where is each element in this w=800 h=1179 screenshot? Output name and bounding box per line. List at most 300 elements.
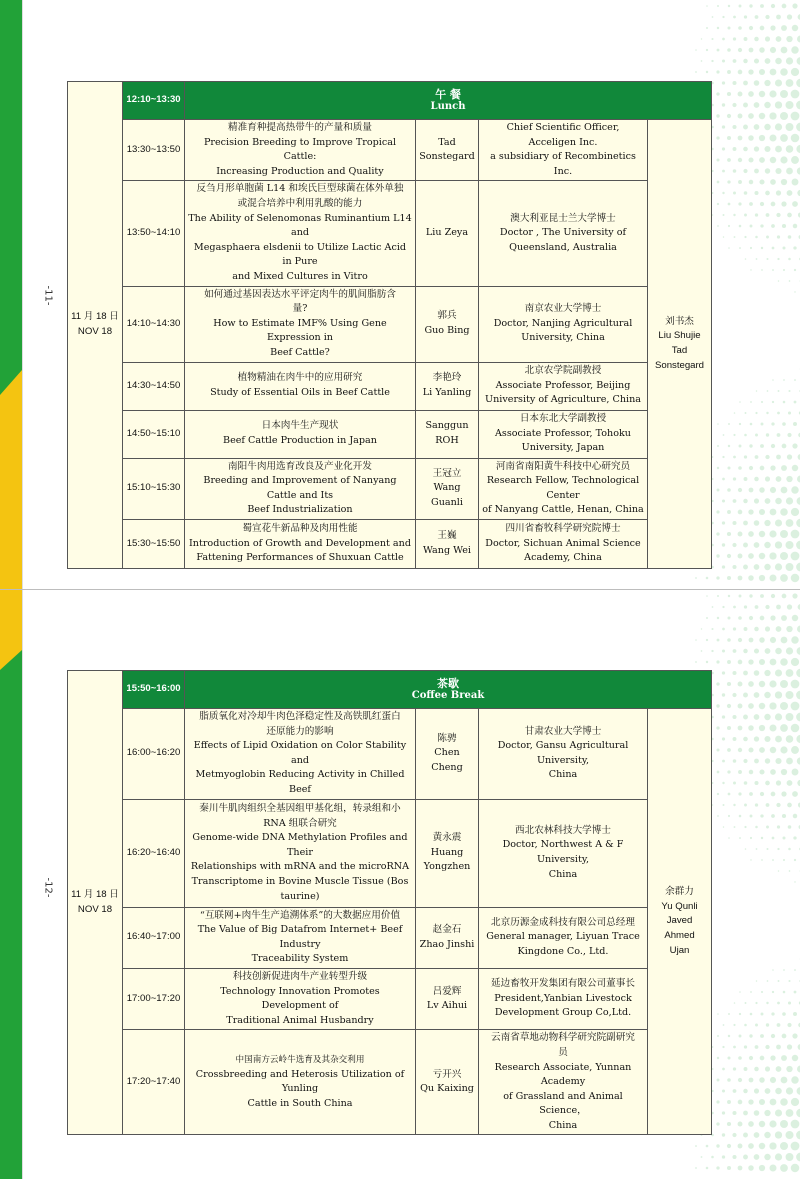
decorative-dot [739,247,741,249]
decorative-dot [754,542,760,548]
decorative-dot [766,848,768,850]
decorative-dot [759,1077,765,1083]
decorative-dot [722,565,725,568]
lunch-break-row [68,82,712,120]
decorative-dot [796,79,800,88]
decorative-dot [743,125,748,130]
decorative-dot [781,637,788,644]
decorative-dot [754,1110,760,1116]
decorative-dot [783,859,785,861]
decorative-dot [748,1165,754,1171]
decorative-dot [733,649,737,653]
decorative-dot [706,49,708,51]
decorative-dot [750,401,752,403]
decorative-dot [744,191,748,195]
session-speaker: 赵金石 Zhao Jinshi [416,907,479,968]
decorative-dot [755,213,758,216]
decorative-dot [744,236,746,238]
decorative-dot [711,1156,714,1159]
decorative-dot [791,134,800,143]
decorative-dot [760,224,763,227]
decorative-dot [754,191,758,195]
decorative-dot [796,123,800,132]
decorative-dot [760,594,764,598]
decorative-dot [770,659,777,666]
decorative-dot [782,4,787,9]
decorative-dot [765,498,771,504]
decorative-dot [764,146,770,152]
decorative-dot [744,434,747,437]
decorative-dot [791,724,800,733]
decorative-dot [738,158,742,162]
decorative-dot [764,736,770,742]
decorative-dot [748,747,753,752]
decorative-dot [706,27,708,29]
decorative-dot [786,669,794,677]
decorative-dot [754,58,759,63]
decorative-dot [738,532,743,537]
decorative-dot [722,521,725,524]
decorative-dot [749,466,753,470]
decorative-dot [701,628,702,629]
decorative-dot [786,713,794,721]
decorative-dot [738,638,742,642]
session-title: 反刍月形单胞菌 L14 和埃氏巨型球菌在体外单独 或混合培养中利用乳酸的能力 The Ability of Selenomonas Ruminantium L14 and Megasphaera elsdenii to Utilize Lactic Acid in Pure and Mixed Cultures in Vitro [185,181,416,286]
decorative-dot [759,91,765,97]
session-speaker: 李艳玲 Li Yanling [416,362,479,410]
speaker-affiliation: 云南省草地动物科学研究院副研究 员 Research Associate, Yunnan Academy of Grassland and Animal Science， China [479,1030,648,1135]
decorative-dot [776,476,782,482]
session-time: 15:30~15:50 [123,519,185,568]
decorative-dot [782,422,786,426]
decorative-dot [776,1066,782,1072]
decorative-dot [776,15,781,20]
decorative-dot [750,1013,753,1016]
decorative-dot [755,1045,759,1049]
decorative-dot [722,456,724,458]
decorative-dot [722,606,724,608]
decorative-dot [777,412,780,415]
decorative-dot [748,509,753,514]
decorative-dot [750,991,752,993]
decorative-dot [733,214,735,216]
decorative-dot [722,147,725,150]
decorative-dot [786,79,794,87]
decorative-dot [776,780,781,785]
decorative-dot [788,825,792,829]
decorative-dot [727,1166,731,1170]
session-speaker: 王冠立 Wang Guanli [416,458,479,519]
decorative-dot [738,1078,742,1082]
decorative-dot [748,531,754,537]
decorative-dot [772,991,774,993]
speaker-affiliation: 西北农林科技大学博士 Doctor, Northwest A & F University, China [479,799,648,907]
decorative-dot [787,433,791,437]
decorative-dot [786,1109,794,1117]
session-speaker: Sanggun ROH [416,410,479,458]
decorative-dot [745,848,747,850]
decorative-dot [755,605,759,609]
decorative-dot [783,269,785,271]
decorative-dot [728,837,730,839]
decorative-dot [766,1002,768,1004]
decorative-dot [794,401,797,404]
decorative-dot [716,660,719,663]
decorative-dot [782,814,786,818]
decorative-dot [786,476,792,482]
decorative-dot [786,758,793,765]
decorative-dot [781,47,788,54]
decorative-dot [744,826,746,828]
decorative-dot [783,991,786,994]
decorative-dot [727,1056,730,1059]
decorative-dot [732,1111,736,1115]
decorative-dot [786,168,793,175]
decorative-dot [796,145,800,153]
decorative-dot [748,703,754,709]
decorative-dot [765,455,769,459]
decorative-dot [722,1111,725,1114]
decorative-dot [722,1133,725,1136]
decorative-dot [765,15,769,19]
session-time: 14:10~14:30 [123,286,185,362]
decorative-dot [778,980,780,982]
decorative-dot [749,180,753,184]
decorative-dot [754,759,759,764]
decorative-dot [754,1132,760,1138]
decorative-dot [772,269,774,271]
decorative-dot [733,434,735,436]
decorative-dot [754,169,759,174]
decorative-dot [775,1109,782,1116]
decorative-dot [770,465,775,470]
decorative-dot [787,1023,791,1027]
decorative-dot [716,136,719,139]
decorative-dot [728,203,731,206]
decorative-dot [780,680,788,688]
decorative-dot [786,497,793,504]
decorative-dot [716,70,719,73]
decorative-dot [788,411,791,414]
break-time: 15:50~16:00 [123,671,185,709]
decorative-dot [775,758,781,764]
decorative-dot [775,101,782,108]
session-time: 17:20~17:40 [123,1030,185,1135]
decorative-dot [770,1077,776,1083]
decorative-dot [780,1120,788,1128]
decorative-dot [722,543,725,546]
decorative-dot [759,69,765,75]
decorative-dot [761,859,763,861]
decorative-dot [695,639,697,641]
decorative-dot [769,1164,776,1171]
decorative-dot [772,247,775,250]
decorative-dot [780,508,788,516]
decorative-dot [769,1142,776,1149]
decorative-dot [769,134,776,141]
decorative-dot [783,401,786,404]
decorative-dot [727,136,731,140]
decorative-dot [792,465,798,471]
decorative-dot [711,628,713,630]
decorative-dot [764,520,770,526]
decorative-dot [749,1078,754,1083]
decorative-dot [754,1154,760,1160]
decorative-dot [727,70,731,74]
decorative-dot [765,168,770,173]
decorative-dot [754,1067,759,1072]
decorative-dot [781,487,788,494]
decorative-dot [711,60,713,62]
decorative-dot [796,735,800,743]
decorative-dot [706,1145,709,1148]
decorative-dot [727,92,731,96]
session-row [68,519,712,568]
program-page-11 [0,0,800,589]
decorative-dot [765,1066,770,1071]
decorative-dot [787,190,793,196]
decorative-dot [785,541,793,549]
decorative-dot [777,258,779,260]
session-title: 蜀宣花牛新品种及肉用性能 Introduction of Growth and Development and Fattening Performances of Shuxuan Cattle [185,519,416,568]
decorative-dot [792,25,798,31]
session-title: 如何通过基因表达水平评定肉牛的肌间脂肪含 量? How to Estimate IMF% Using Gene Expression in Beef Cattle? [185,286,416,362]
decorative-dot [716,748,719,751]
decorative-dot [777,1002,780,1005]
decorative-dot [769,530,776,537]
decorative-dot [712,606,714,608]
decorative-dot [791,156,799,164]
decorative-dot [717,49,720,52]
decorative-dot [771,444,775,448]
decorative-dot [733,169,737,173]
schedule-table [67,670,712,1135]
decorative-dot [777,433,781,437]
decorative-dot [775,498,782,505]
decorative-dot [722,170,725,173]
decorative-dot [717,1035,719,1037]
decorative-dot [796,563,800,572]
decorative-dot [722,16,724,18]
decorative-dot [793,224,798,229]
decorative-dot [782,1034,787,1039]
decorative-dot [780,156,787,163]
decorative-dot [727,1122,731,1126]
decorative-dot [770,69,777,76]
break-title: 午 餐 Lunch [185,82,712,120]
decorative-dot [728,595,730,597]
decorative-dot [744,804,747,807]
decorative-dot [733,16,736,19]
program-page-12 [0,590,800,1179]
decorative-dot [750,815,753,818]
decorative-dot [765,648,771,654]
decorative-dot [760,1034,764,1038]
decorative-dot [775,736,782,743]
decorative-dot [733,804,735,806]
decorative-dot [775,58,782,65]
decorative-dot [792,3,797,8]
decorative-dot [755,236,758,239]
decorative-dot [750,269,751,270]
decorative-dot [738,770,742,774]
decorative-dot [733,59,737,63]
decorative-dot [728,247,730,249]
decorative-dot [706,639,708,641]
decorative-dot [733,627,736,630]
decorative-dot [744,627,748,631]
decorative-dot [701,38,702,39]
decorative-dot [780,530,788,538]
decorative-dot [732,103,736,107]
decorative-dot [780,112,788,120]
decorative-dot [787,604,792,609]
session-chair: 余群力 Yu Qunli Javed Ahmed Ujan [648,709,712,1135]
break-title: 茶歇 Coffee Break [185,671,712,709]
decorative-dot [786,647,793,654]
decorative-dot [777,825,780,828]
decorative-dot [789,870,791,872]
decorative-dot [722,715,725,718]
decorative-dot [727,1100,731,1104]
decorative-dot [727,576,731,580]
decorative-dot [792,201,798,207]
decorative-dot [767,980,769,982]
decorative-dot [775,669,782,676]
decorative-dot [717,181,720,184]
decorative-dot [732,521,736,525]
decorative-dot [766,433,769,436]
session-date: 11 月 18 日 NOV 18 [68,671,123,1135]
decorative-dot [793,422,797,426]
decorative-dot [754,648,759,653]
decorative-dot [754,477,759,482]
decorative-dot [764,714,770,720]
decorative-dot [788,1001,791,1004]
decorative-dot [738,48,742,52]
decorative-dot [788,235,792,239]
decorative-dot [706,71,708,73]
decorative-dot [722,628,725,631]
session-row [68,410,712,458]
decorative-dot [781,25,787,31]
decorative-dot [781,1077,788,1084]
decorative-dot [754,714,760,720]
decorative-dot [743,103,748,108]
session-speaker: 郭兵 Guo Bing [416,286,479,362]
decorative-dot [738,726,743,731]
decorative-dot [755,1024,758,1027]
decorative-dot [756,390,758,392]
decorative-dot [786,519,794,527]
session-speaker: 陈骋 Chen Cheng [416,709,479,800]
decorative-dot [754,670,760,676]
decorative-dot [759,47,765,53]
session-speaker: Tad Sonstegard [416,120,479,181]
decorative-dot [775,123,782,130]
decorative-dot [787,454,792,459]
decorative-dot [780,1098,788,1106]
decorative-dot [770,47,776,53]
decorative-dot [728,423,730,425]
decorative-dot [786,123,794,131]
decorative-dot [793,246,796,249]
decorative-dot [717,445,719,447]
decorative-dot [775,1131,782,1138]
decorative-dot [791,1076,798,1083]
decorative-dot [739,5,742,8]
decorative-dot [764,1110,770,1116]
decorative-dot [732,671,736,675]
decorative-dot [739,837,741,839]
decorative-dot [727,1078,731,1082]
decorative-dot [743,1111,748,1116]
decorative-dot [780,1142,788,1150]
session-chair: 刘书杰 Liu Shujie Tad Sonstegard [648,120,712,569]
decorative-dot [797,57,800,65]
decorative-dot [749,26,753,30]
decorative-dot [716,510,719,513]
decorative-dot [781,615,787,621]
decorative-dot [732,1155,736,1159]
decorative-dot [738,704,743,709]
session-title: 秦川牛肌肉组织全基因组甲基化组，转录组和小 RNA 组联合研究 Genome-wide DNA Methylation Profiles and Their Relationships with mRNA and the microRNA Transcriptome in Bovine Muscle Tissue (Bos taurine) [185,799,416,907]
decorative-dot [749,1056,753,1060]
decorative-dot [748,659,753,664]
decorative-dot [775,541,782,548]
decorative-dot [748,113,754,119]
decorative-dot [749,4,752,7]
decorative-dot [778,870,780,872]
decorative-dot [772,837,775,840]
session-speaker: 黄永震 Huang Yongzhen [416,799,479,907]
decorative-dot [717,639,720,642]
decorative-dot [750,837,752,839]
decorative-dot [744,455,747,458]
decorative-dot [716,726,719,729]
decorative-dot [783,379,785,381]
decorative-dot [780,68,788,76]
decorative-dot [727,510,731,514]
decorative-dot [764,102,771,109]
decorative-dot [722,192,724,194]
decorative-dot [775,1088,782,1095]
decorative-dot [738,554,743,559]
decorative-dot [770,615,775,620]
decorative-dot [750,423,753,426]
speaker-affiliation: 甘肃农业大学博士 Doctor, Gansu Agricultural University, China [479,709,648,800]
decorative-dot [728,225,730,227]
decorative-dot [771,1034,775,1038]
decorative-dot [794,269,796,271]
decorative-dot [727,554,731,558]
decorative-dot [716,682,719,685]
decorative-dot [791,486,798,493]
decorative-dot [722,103,725,106]
decorative-dot [754,37,759,42]
decorative-dot [743,521,748,526]
decorative-dot [733,456,736,459]
decorative-dot [770,487,776,493]
decorative-dot [782,836,785,839]
decorative-dot [771,202,776,207]
decorative-dot [717,595,719,597]
decorative-dot [794,969,796,971]
decorative-dot [743,737,748,742]
decorative-dot [782,246,785,249]
decorative-dot [738,180,742,184]
session-time: 15:10~15:30 [123,458,185,519]
